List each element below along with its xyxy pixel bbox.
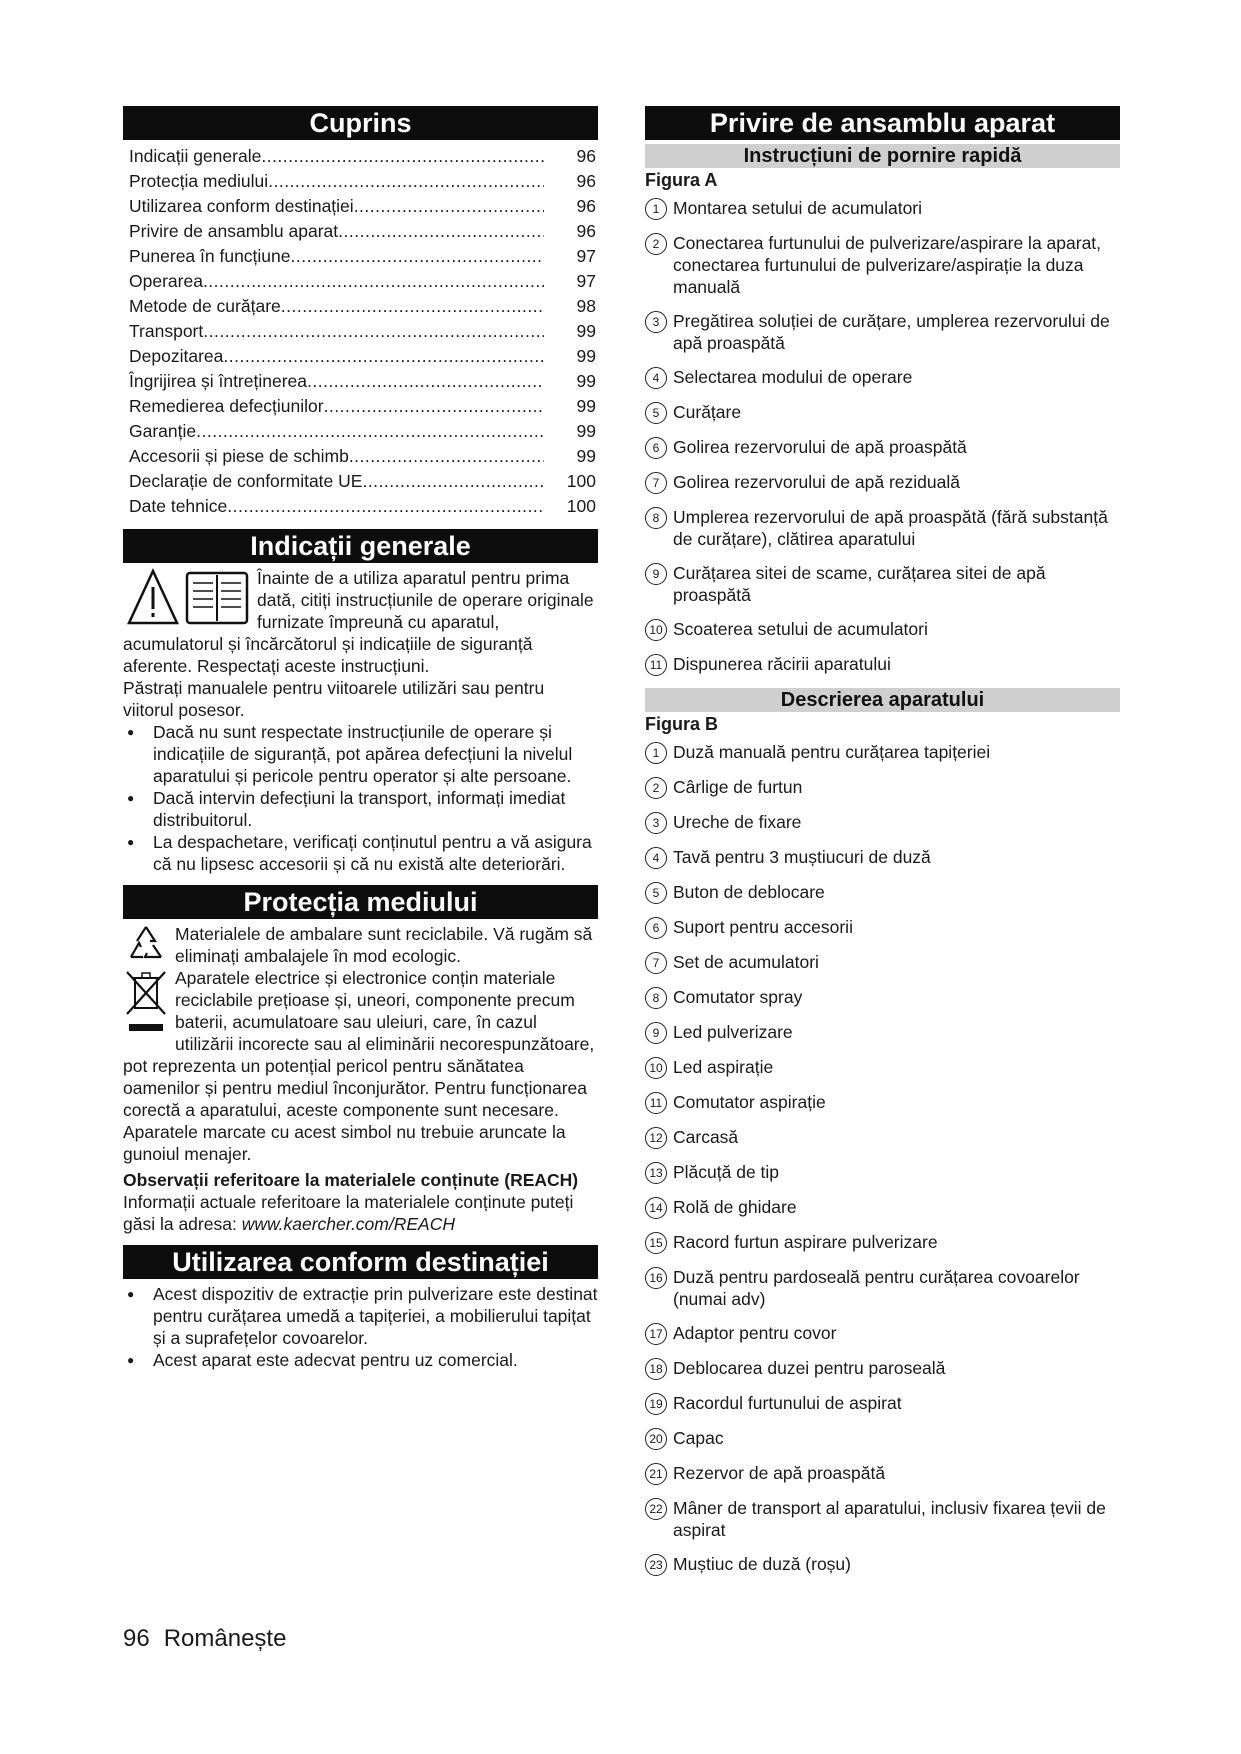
item-number-badge: 19	[645, 1393, 667, 1415]
toc-item-label: Accesorii și piese de schimb	[129, 446, 349, 466]
toc-item-label: Declarație de conformitate UE	[129, 471, 363, 491]
toc-item-page: 98	[576, 296, 596, 316]
toc-item[interactable]	[123, 319, 598, 344]
item-number-badge: 9	[645, 563, 667, 585]
toc-item-label: Date tehnice	[129, 496, 228, 516]
item-number-badge: 3	[645, 812, 667, 834]
toc-item[interactable]	[123, 269, 598, 294]
numbered-item	[645, 1497, 1120, 1541]
item-text: Duză manuală pentru curățarea tapițeriei	[673, 742, 991, 762]
item-text: Mâner de transport al aparatului, inclusiv fixarea țevii de aspirat	[673, 1498, 1106, 1540]
toc-item-label: Remedierea defecțiunilor	[129, 396, 324, 416]
toc-list	[123, 144, 598, 519]
toc-item-label: Metode de curățare	[129, 296, 281, 316]
item-text: Racord furtun aspirare pulverizare	[673, 1232, 938, 1252]
item-text: Carcasă	[673, 1127, 739, 1147]
item-number-badge: 1	[645, 742, 667, 764]
toc-item-page: 97	[576, 246, 596, 266]
numbered-item	[645, 1553, 1120, 1576]
item-number-badge: 10	[645, 619, 667, 641]
item-number-badge: 2	[645, 233, 667, 255]
numbered-item	[645, 1231, 1120, 1254]
page-number: 96	[123, 1625, 150, 1652]
toc-item[interactable]	[123, 194, 598, 219]
toc-leader-dots	[338, 219, 544, 244]
item-number-badge: 23	[645, 1554, 667, 1576]
toc-item-label: Garanție	[129, 421, 197, 441]
toc-item[interactable]	[123, 494, 598, 519]
toc-item[interactable]	[123, 419, 598, 444]
numbered-item	[645, 618, 1120, 641]
numbered-item	[645, 1322, 1120, 1345]
item-text: Comutator aspirație	[673, 1092, 826, 1112]
description-title: Descrierea aparatului	[645, 688, 1120, 712]
item-text: Suport pentru accesorii	[673, 917, 853, 937]
toc-item[interactable]	[123, 369, 598, 394]
item-number-badge: 10	[645, 1057, 667, 1079]
description-list	[645, 741, 1120, 1576]
toc-item-page: 96	[576, 196, 596, 216]
toc-item[interactable]	[123, 344, 598, 369]
toc-item-label: Protecția mediului	[129, 171, 269, 191]
toc-item-label: Utilizarea conform destinației	[129, 196, 354, 216]
reach-text	[123, 1191, 598, 1235]
toc-item-label: Privire de ansamblu aparat	[129, 221, 339, 241]
item-number-badge: 4	[645, 367, 667, 389]
item-number-badge: 1	[645, 198, 667, 220]
toc-leader-dots	[203, 319, 544, 344]
item-number-badge: 7	[645, 952, 667, 974]
warning-triangle-icon	[123, 567, 253, 629]
item-text: Scoaterea setului de acumulatori	[673, 619, 928, 639]
bullet-item: ● Dacă nu sunt respectate instrucțiunile de operare și indicațiile de siguranță, pot apărea defecțiuni la nivelul aparatului și pericole pentru operator și alte persoane.	[123, 721, 598, 787]
item-number-badge: 5	[645, 402, 667, 424]
item-number-badge: 17	[645, 1323, 667, 1345]
toc-item[interactable]	[123, 444, 598, 469]
item-text: Led aspirație	[673, 1057, 774, 1077]
item-number-badge: 8	[645, 987, 667, 1009]
toc-item-label: Punerea în funcțiune	[129, 246, 291, 266]
item-text: Rezervor de apă proaspătă	[673, 1463, 886, 1483]
numbered-item	[645, 1021, 1120, 1044]
item-number-badge: 6	[645, 437, 667, 459]
environment-electric: Aparatele electrice și electronice conțin materiale reciclabile prețioase și, uneori, componente precum baterii, acumulatoare sau uleiuri, care, în cazul utilizării incorecte sau al eliminării necorespunzătoare, pot reprezenta un potențial pericol pentru sănătatea oamenilor și pentru mediul înconjurător. Pentru funcționarea corectă a aparatului, aceste componente sunt necesare. Aparatele marcate cu acest simbol nu trebuie aruncate la gunoiul menajer.	[123, 968, 595, 1164]
item-text: Pregătirea soluției de curățare, umplerea rezervorului de apă proaspătă	[673, 311, 1110, 353]
toc-item-page: 99	[576, 321, 596, 341]
toc-item[interactable]	[123, 469, 598, 494]
toc-item-page: 96	[576, 146, 596, 166]
item-number-badge: 8	[645, 507, 667, 529]
intended-use-bullets	[123, 1283, 598, 1371]
item-text: Capac	[673, 1428, 724, 1448]
bullet-item: ● Acest aparat este adecvat pentru uz comercial.	[123, 1349, 598, 1371]
item-text: Montarea setului de acumulatori	[673, 198, 923, 218]
quickstart-title: Instrucțiuni de pornire rapidă	[645, 144, 1120, 168]
item-number-badge: 15	[645, 1232, 667, 1254]
item-number-badge: 4	[645, 847, 667, 869]
item-text: Plăcuță de tip	[673, 1162, 780, 1182]
toc-item-label: Indicații generale	[129, 146, 262, 166]
item-number-badge: 2	[645, 777, 667, 799]
numbered-item	[645, 1126, 1120, 1149]
general-keep: Păstrați manualele pentru viitoarele utilizări sau pentru viitorul posesor.	[123, 678, 545, 720]
numbered-item	[645, 1427, 1120, 1450]
toc-leader-dots	[354, 194, 544, 219]
toc-leader-dots	[349, 444, 544, 469]
numbered-item	[645, 436, 1120, 459]
figure-b-label: Figura B	[645, 714, 719, 734]
numbered-item	[645, 1056, 1120, 1079]
numbered-item	[645, 881, 1120, 904]
toc-item[interactable]	[123, 144, 598, 169]
item-text: Golirea rezervorului de apă proaspătă	[673, 437, 967, 457]
item-text: Conectarea furtunului de pulverizare/aspirare la aparat, conectarea furtunului de pulverizare/aspirație la duza manuală	[673, 233, 1102, 297]
numbered-item	[645, 653, 1120, 676]
toc-item-label: Depozitarea	[129, 346, 224, 366]
numbered-item	[645, 366, 1120, 389]
item-number-badge: 7	[645, 472, 667, 494]
numbered-item	[645, 310, 1120, 354]
item-number-badge: 9	[645, 1022, 667, 1044]
numbered-item	[645, 916, 1120, 939]
toc-item-page: 99	[576, 421, 596, 441]
toc-leader-dots	[362, 469, 544, 494]
warning-manual-icons	[123, 567, 253, 629]
item-text: Golirea rezervorului de apă reziduală	[673, 472, 960, 492]
footer-language: Românește	[163, 1625, 287, 1652]
item-number-badge: 5	[645, 882, 667, 904]
toc-item[interactable]	[123, 394, 598, 419]
toc-item-page: 96	[576, 221, 596, 241]
overview-title: Privire de ansamblu aparat	[645, 106, 1120, 140]
general-title: Indicații generale	[123, 529, 598, 563]
item-number-badge: 18	[645, 1358, 667, 1380]
numbered-item	[645, 1196, 1120, 1219]
numbered-item	[645, 776, 1120, 799]
item-text: Curățare	[673, 402, 742, 422]
reach-text-label: Informații actuale referitoare la materialele conținute puteți găsi la adresa:	[123, 1192, 574, 1234]
numbered-item	[645, 471, 1120, 494]
item-text: Selectarea modului de operare	[673, 367, 913, 387]
numbered-item	[645, 1266, 1120, 1310]
numbered-item	[645, 562, 1120, 606]
numbered-item	[645, 1462, 1120, 1485]
toc-item[interactable]	[123, 219, 598, 244]
toc-item-page: 99	[576, 396, 596, 416]
item-text: Led pulverizare	[673, 1022, 793, 1042]
toc-item-page: 99	[576, 446, 596, 466]
item-text: Tavă pentru 3 muștiucuri de duză	[673, 847, 931, 867]
numbered-item	[645, 232, 1120, 298]
toc-item-page: 99	[576, 346, 596, 366]
numbered-item	[645, 401, 1120, 424]
item-number-badge: 11	[645, 654, 667, 676]
crossed-bin-icon	[123, 968, 169, 1038]
item-text: Racordul furtunului de aspirat	[673, 1393, 902, 1413]
toc-item[interactable]	[123, 294, 598, 319]
recycle-icon	[123, 923, 169, 963]
numbered-item	[645, 741, 1120, 764]
toc-item-page: 100	[566, 496, 596, 516]
toc-item[interactable]	[123, 169, 598, 194]
item-number-badge: 16	[645, 1267, 667, 1289]
toc-leader-dots	[227, 494, 544, 519]
toc-leader-dots	[307, 369, 544, 394]
item-text: Comutator spray	[673, 987, 803, 1007]
toc-leader-dots	[203, 269, 544, 294]
item-text: Umplerea rezervorului de apă proaspătă (fără substanță de curățare), clătirea aparatului	[673, 507, 1108, 549]
numbered-item	[645, 197, 1120, 220]
page-footer	[123, 1625, 300, 1653]
item-number-badge: 13	[645, 1162, 667, 1184]
numbered-item	[645, 951, 1120, 974]
item-number-badge: 14	[645, 1197, 667, 1219]
numbered-item	[645, 1392, 1120, 1415]
right-column	[645, 106, 1120, 1588]
item-number-badge: 12	[645, 1127, 667, 1149]
numbered-item	[645, 1161, 1120, 1184]
environment-packaging: Materialele de ambalare sunt reciclabile. Vă rugăm să eliminați ambalajele în mod ecologic.	[175, 924, 593, 966]
item-text: Dispunerea răcirii aparatului	[673, 654, 891, 674]
toc-item-page: 96	[576, 171, 596, 191]
numbered-item	[645, 506, 1120, 550]
reach-url[interactable]: www.kaercher.com/REACH	[241, 1214, 455, 1234]
item-text: Cârlige de furtun	[673, 777, 803, 797]
environment-title: Protecția mediului	[123, 885, 598, 919]
numbered-item	[645, 811, 1120, 834]
item-text: Set de acumulatori	[673, 952, 819, 972]
item-text: Muștiuc de duză (roșu)	[673, 1554, 851, 1574]
item-number-badge: 11	[645, 1092, 667, 1114]
item-text: Buton de deblocare	[673, 882, 825, 902]
general-intro: Înainte de a utiliza aparatul pentru prima dată, citiți instrucțiunile de operare originale furnizate împreună cu aparatul, acumulatorul și încărcătorul și indicațiile de siguranță aferente. Respectați aceste instrucțiuni.	[123, 568, 594, 676]
toc-leader-dots	[196, 419, 544, 444]
toc-leader-dots	[291, 244, 544, 269]
toc-leader-dots	[223, 344, 544, 369]
item-number-badge: 22	[645, 1498, 667, 1520]
reach-heading: Observații referitoare la materialele conținute (REACH)	[123, 1170, 579, 1190]
item-text: Ureche de fixare	[673, 812, 802, 832]
toc-leader-dots	[281, 294, 544, 319]
item-text: Deblocarea duzei pentru paroseală	[673, 1358, 946, 1378]
toc-title: Cuprins	[123, 106, 598, 140]
item-number-badge: 21	[645, 1463, 667, 1485]
item-number-badge: 20	[645, 1428, 667, 1450]
toc-item-page: 97	[576, 271, 596, 291]
toc-item-page: 100	[566, 471, 596, 491]
quickstart-list	[645, 197, 1120, 676]
bullet-item: ● Dacă intervin defecțiuni la transport, informați imediat distribuitorul.	[123, 787, 598, 831]
item-text: Adaptor pentru covor	[673, 1323, 837, 1343]
figure-a-label: Figura A	[645, 170, 718, 190]
numbered-item	[645, 846, 1120, 869]
item-text: Curățarea sitei de scame, curățarea sitei de apă proaspătă	[673, 563, 1046, 605]
bullet-item: ● Acest dispozitiv de extracție prin pulverizare este destinat pentru curățarea umedă a tapițeriei, a mobilierului tapițat și a suprafețelor covoarelor.	[123, 1283, 598, 1349]
toc-leader-dots	[261, 144, 544, 169]
item-text: Rolă de ghidare	[673, 1197, 797, 1217]
toc-leader-dots	[268, 169, 544, 194]
general-bullets	[123, 721, 598, 875]
item-number-badge: 6	[645, 917, 667, 939]
numbered-item	[645, 1091, 1120, 1114]
toc-item[interactable]	[123, 244, 598, 269]
toc-item-label: Operarea	[129, 271, 203, 291]
bullet-item: ● La despachetare, verificați conținutul pentru a vă asigura că nu lipsesc accesorii și că nu există alte deteriorări.	[123, 831, 598, 875]
toc-leader-dots	[324, 394, 544, 419]
item-text: Duză pentru pardoseală pentru curățarea covoarelor (numai adv)	[673, 1267, 1080, 1309]
numbered-item	[645, 1357, 1120, 1380]
intended-use-title: Utilizarea conform destinației	[123, 1245, 598, 1279]
numbered-item	[645, 986, 1120, 1009]
toc-item-label: Transport	[129, 321, 204, 341]
item-number-badge: 3	[645, 311, 667, 333]
toc-item-page: 99	[576, 371, 596, 391]
left-column	[123, 106, 598, 1371]
manual-book-icon	[187, 573, 247, 623]
toc-item-label: Îngrijirea și întreținerea	[129, 371, 307, 391]
